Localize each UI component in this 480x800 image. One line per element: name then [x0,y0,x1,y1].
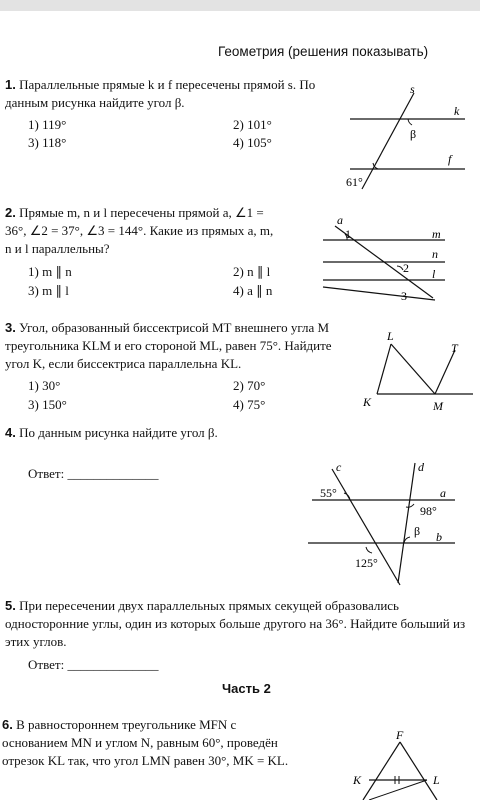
figure-problem-1 [340,82,470,195]
label-T: T [451,341,458,355]
problem-2 [5,204,281,258]
problem-number: 6. [2,717,13,732]
label-L: L [433,773,440,787]
label-l: l [432,267,436,281]
option-3: 3) m ∥ l [28,283,69,298]
problem-3 [5,319,348,373]
option-3: 3) 150° [28,397,67,412]
problem-5 [5,597,480,653]
label-angle-2: 2 [403,261,409,275]
label-beta: β [410,127,417,141]
problem-6 [2,716,290,770]
label-d: d [418,460,424,474]
problem-text: В равностороннем треугольнике MFN с основанием MN и углом N, равным 60°, проведён отрезок KL так, что угол LMN равен 30°, MK = KL. [2,717,289,768]
problem-text: Угол, образованный биссектрисой MT внешнего угла M треугольника KLM и его стороной ML, равен 75°. Найдите угол K, если биссектриса параллельна KL. [5,320,332,371]
problem-number: 4. [5,425,16,440]
label-a: a [337,213,343,227]
label-b: b [436,530,442,544]
top-bar [0,0,480,11]
label-m: m [432,227,441,241]
label-k: k [454,104,460,118]
option-2: 2) 101° [233,117,272,132]
option-1: 1) m ∥ n [28,264,72,279]
label-s: s [410,82,415,96]
figure-problem-6 [345,728,455,800]
answer-field[interactable]: Ответ: ______________ [28,466,159,481]
problem-4 [5,424,305,442]
label-angle-3: 3 [401,289,407,303]
problem-number: 1. [5,77,16,92]
label-angle-1: 1 [345,227,351,241]
figure-problem-2 [315,212,450,307]
label-c: c [336,460,342,474]
problem-number: 3. [5,320,16,335]
label-n: n [432,247,438,261]
option-4: 4) a ∥ n [233,283,273,298]
label-K: K [363,395,372,409]
section-title: Часть 2 [222,681,271,696]
option-3: 3) 118° [28,135,67,150]
label-F: F [396,728,404,742]
label-angle-61: 61° [346,175,363,189]
option-1: 1) 119° [28,117,67,132]
label-beta: β [414,524,421,538]
page-title: Геометрия (решения показывать) [218,44,429,59]
label-K: K [353,773,362,787]
option-2: 2) 70° [233,378,266,393]
option-4: 4) 105° [233,135,272,150]
label-angle-55: 55° [320,486,337,500]
problem-text: По данным рисунка найдите угол β. [19,425,218,440]
problem-1 [5,76,317,112]
label-f: f [448,152,452,166]
problem-text: При пересечении двух параллельных прямых секущей образовались односторонние углы, один из которых больше другого на 36°. Найдите больший из этих углов. [5,598,466,649]
label-a: a [440,486,446,500]
label-L: L [387,329,394,343]
figure-problem-3 [355,330,480,415]
problem-number: 5. [5,598,16,613]
label-angle-98: 98° [420,504,437,518]
option-1: 1) 30° [28,378,61,393]
option-2: 2) n ∥ l [233,264,271,279]
option-4: 4) 75° [233,397,266,412]
problem-number: 2. [5,205,16,220]
figure-problem-4 [300,455,460,590]
answer-field[interactable]: Ответ: ______________ [28,657,159,672]
label-angle-125: 125° [355,556,378,570]
label-M: M [433,399,443,413]
problem-text: Параллельные прямые k и f пересечены прямой s. По данным рисунка найдите угол β. [5,77,316,110]
problem-text: Прямые m, n и l пересечены прямой a, ∠1 = 36°, ∠2 = 37°, ∠3 = 144°. Какие из прямых a, m, n и l параллельны? [5,205,274,256]
